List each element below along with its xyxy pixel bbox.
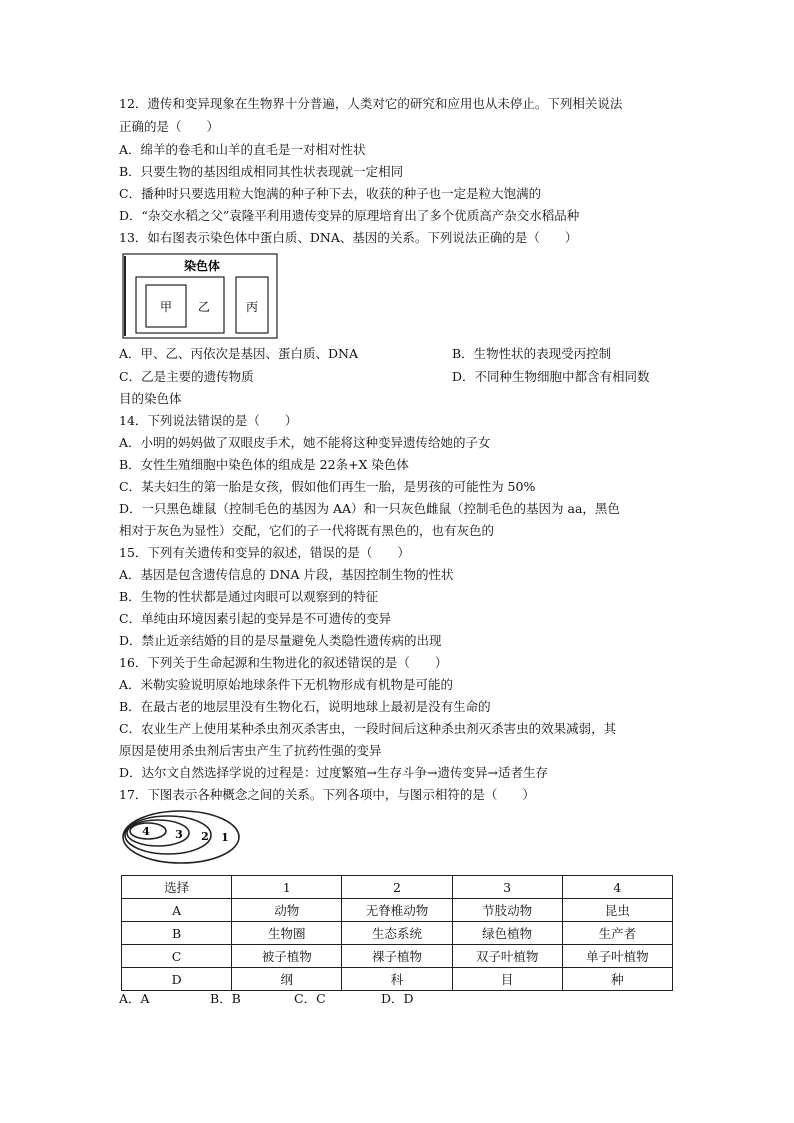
q15-option-b: B．生物的性状都是通过肉眼可以观察到的特征 — [119, 589, 379, 604]
q15-option-a: A．基因是包含遗传信息的 DNA 片段，基因控制生物的性状 — [119, 567, 454, 582]
q17-answer-d: D．D — [381, 991, 414, 1006]
q14-option-a: A．小明的妈妈做了双眼皮手术，她不能将这种变异遗传给她的子女 — [119, 435, 491, 450]
q17-concept-diagram — [118, 808, 242, 866]
table-cell: A — [122, 899, 232, 922]
q15-option-c: C．单纯由环境因素引起的变异是不可遗传的变异 — [119, 611, 392, 626]
q16-option-c: C．农业生产上使用某种杀虫剂灭杀害虫，一段时间后这种杀虫剂灭杀害虫的效果减弱，其 — [119, 721, 617, 736]
q13-option-d: D．不同种生物细胞中都含有相同数 — [452, 369, 650, 384]
table-cell: 昆虫 — [562, 899, 672, 922]
table-cell: 生物圈 — [232, 922, 342, 945]
table-cell: 绿色植物 — [452, 922, 562, 945]
q16-option-c-cont: 原因是使用杀虫剂后害虫产生了抗药性强的变异 — [119, 743, 382, 758]
q14-stem: 14．下列说法错误的是（ ） — [119, 413, 298, 428]
q15-option-d: D．禁止近亲结婚的目的是尽量避免人类隐性遗传病的出现 — [119, 633, 442, 648]
q13-option-d-cont: 目的染色体 — [119, 391, 182, 406]
table-header-cell: 1 — [232, 876, 342, 899]
table-row — [122, 968, 673, 991]
q12-option-a: A．绵羊的卷毛和山羊的直毛是一对相对性状 — [119, 142, 366, 157]
table-cell: B — [122, 922, 232, 945]
table-header-cell: 2 — [342, 876, 452, 899]
label-2: 2 — [201, 830, 209, 843]
table-cell: 裸子植物 — [342, 945, 452, 968]
table-cell: D — [122, 968, 232, 991]
q14-option-b: B．女性生殖细胞中染色体的组成是 22条+X 染色体 — [119, 457, 409, 472]
table-cell: 目 — [452, 968, 562, 991]
table-cell: 无脊椎动物 — [342, 899, 452, 922]
table-row — [122, 945, 673, 968]
q16-option-a: A．米勒实验说明原始地球条件下无机物形成有机物是可能的 — [119, 677, 454, 692]
q17-answer-options — [119, 989, 414, 1009]
table-cell: 双子叶植物 — [452, 945, 562, 968]
label-3: 3 — [175, 828, 183, 841]
table-header-row — [122, 876, 673, 899]
label-bing: 丙 — [245, 300, 259, 314]
q12-stem-line2: 正确的是（ ） — [119, 119, 220, 134]
table-cell: 节肢动物 — [452, 899, 562, 922]
label-chromosome: 染色体 — [183, 259, 221, 273]
table-cell: 单子叶植物 — [562, 945, 672, 968]
q12-stem-line1: 12．遗传和变异现象在生物界十分普遍，人类对它的研究和应用也从未停止。下列相关说法 — [119, 96, 623, 111]
table-cell: 纲 — [232, 968, 342, 991]
table-row — [122, 899, 673, 922]
table-header-cell: 选择 — [122, 876, 232, 899]
q16-stem: 16．下列关于生命起源和生物进化的叙述错误的是（ ） — [119, 655, 448, 670]
table-cell: 科 — [342, 968, 452, 991]
q13-option-a: A．甲、乙、丙依次是基因、蛋白质、DNA — [119, 346, 359, 361]
q13-stem: 13．如右图表示染色体中蛋白质、DNA、基因的关系。下列说法正确的是（ ） — [119, 230, 578, 245]
label-yi: 乙 — [197, 300, 211, 314]
label-1: 1 — [221, 831, 229, 844]
q14-option-c: C．某夫妇生的第一胎是女孩，假如他们再生一胎，是男孩的可能性为 50% — [119, 479, 536, 494]
table-cell: 被子植物 — [232, 945, 342, 968]
q17-answer-b: B．B — [210, 991, 241, 1006]
table-cell: C — [122, 945, 232, 968]
q13-option-c: C．乙是主要的遗传物质 — [119, 369, 254, 384]
table-cell: 种 — [562, 968, 672, 991]
q12-option-d: D．“杂交水稻之父”袁隆平利用遗传变异的原理培育出了多个优质高产杂交水稻品种 — [119, 208, 580, 223]
table-row — [122, 922, 673, 945]
table-header-cell: 3 — [452, 876, 562, 899]
table-cell: 动物 — [232, 899, 342, 922]
label-4: 4 — [142, 825, 150, 838]
q16-option-b: B．在最古老的地层里没有生物化石，说明地球上最初是没有生命的 — [119, 699, 491, 714]
label-jia: 甲 — [159, 300, 173, 314]
table-cell: 生产者 — [562, 922, 672, 945]
q17-answer-a: A．A — [119, 991, 150, 1006]
q14-option-d: D．一只黑色雄鼠（控制毛色的基因为 AA）和一只灰色雌鼠（控制毛色的基因为 aa，黑色 — [119, 501, 620, 516]
q12-option-c: C．播种时只要选用粒大饱满的种子种下去，收获的种子也一定是粒大饱满的 — [119, 186, 542, 201]
q13-chromosome-diagram — [122, 253, 278, 339]
q13-option-b: B．生物性状的表现受丙控制 — [452, 346, 612, 361]
q12-option-b: B．只要生物的基因组成相同其性状表现就一定相同 — [119, 164, 404, 179]
q17-stem: 17．下图表示各种概念之间的关系。下列各项中，与图示相符的是（ ） — [119, 787, 535, 802]
q17-answer-c: C．C — [294, 991, 326, 1006]
table-cell: 生态系统 — [342, 922, 452, 945]
table-header-cell: 4 — [562, 876, 672, 899]
q15-stem: 15．下列有关遗传和变异的叙述，错误的是（ ） — [119, 545, 410, 560]
q16-option-d: D．达尔文自然选择学说的过程是：过度繁殖→生存斗争→遗传变异→适者生存 — [119, 765, 548, 780]
q17-options-table — [121, 875, 673, 991]
q14-option-d-cont: 相对于灰色为显性）交配，它们的子一代将既有黑色的，也有灰色的 — [119, 523, 495, 538]
ellipse-2 — [125, 816, 211, 854]
